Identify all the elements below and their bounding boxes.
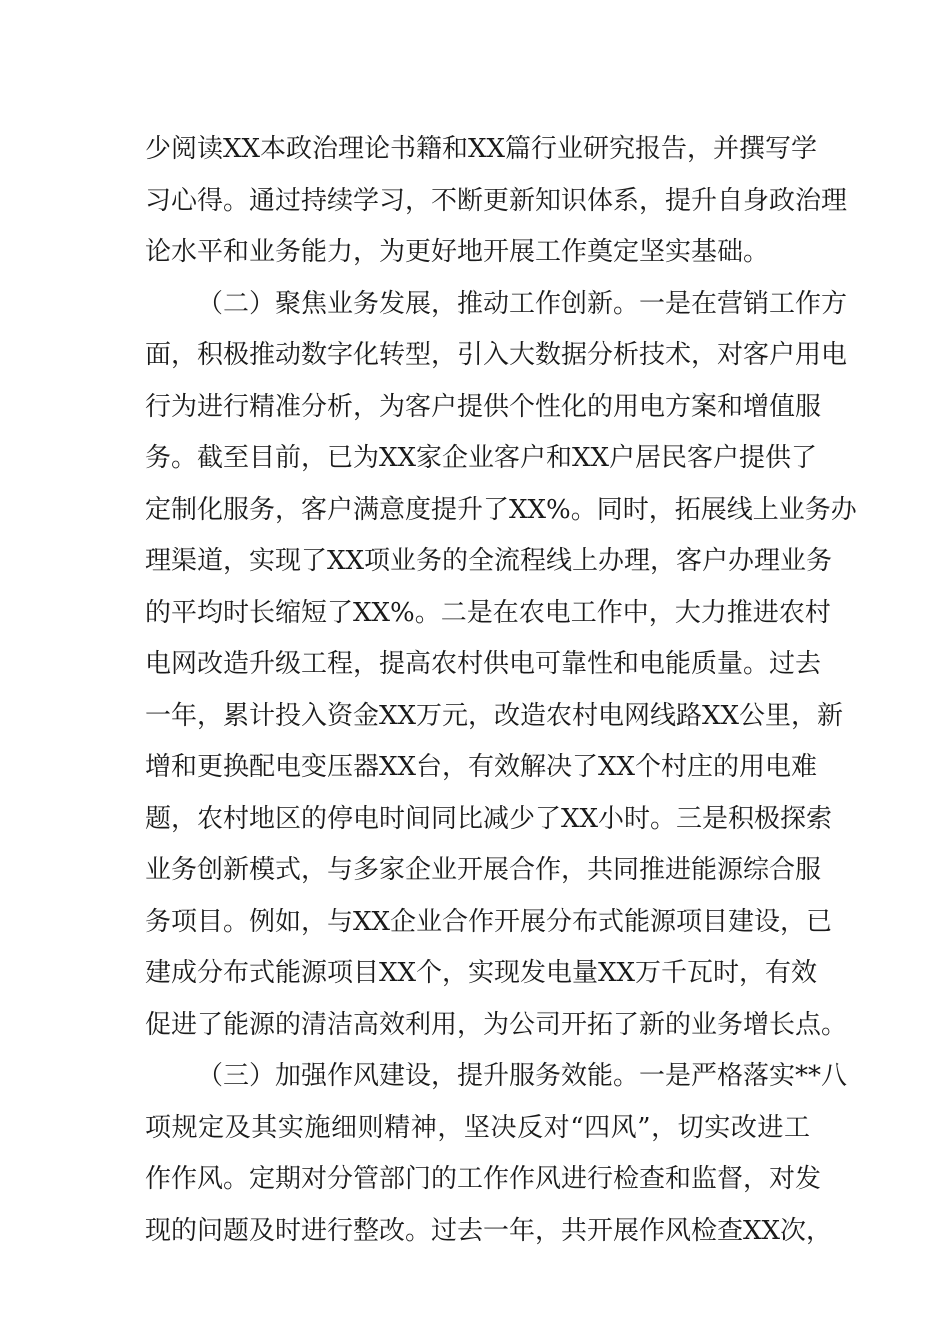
text-line: 务。截至目前，已为XX家企业客户和XX户居民客户提供了 xyxy=(145,443,818,473)
text-line: 建成分布式能源项目XX个，实现发电量XX万千瓦时，有效 xyxy=(145,958,818,988)
text-line: 电网改造升级工程，提高农村供电可靠性和电能质量。过去 xyxy=(145,649,822,679)
text-line: （二）聚焦业务发展，推动工作创新。一是在营销工作方 xyxy=(197,288,848,319)
document-body xyxy=(145,124,857,1257)
text-line: 作作风。定期对分管部门的工作作风进行检查和监督，对发 xyxy=(145,1164,822,1194)
text-line: 业务创新模式，与多家企业开展合作，共同推进能源综合服 xyxy=(145,855,822,885)
text-line: 理渠道，实现了XX项业务的全流程线上办理，客户办理业务 xyxy=(145,546,833,576)
text-line: 行为进行精准分析，为客户提供个性化的用电方案和增值服 xyxy=(145,391,822,422)
text-line: 题，农村地区的停电时间同比减少了XX小时。三是积极探索 xyxy=(145,803,833,834)
text-line: 项规定及其实施细则精神，坚决反对“四风”，切实改进工 xyxy=(145,1112,810,1143)
text-line: 的平均时长缩短了XX%。二是在农电工作中，大力推进农村 xyxy=(145,597,831,628)
text-line: 定制化服务，客户满意度提升了XX%。同时，拓展线上业务办 xyxy=(145,494,857,525)
paragraph-continuation xyxy=(145,124,848,279)
text-line: 现的问题及时进行整改。过去一年，共开展作风检查XX次， xyxy=(145,1215,833,1246)
text-line: （三）加强作风建设，提升服务效能。一是严格落实**八 xyxy=(197,1061,848,1091)
text-line: 习心得。通过持续学习，不断更新知识体系，提升自身政治理 xyxy=(145,185,848,216)
text-line: 面，积极推动数字化转型，引入大数据分析技术，对客户用电 xyxy=(145,340,848,370)
text-line: 论水平和业务能力，为更好地开展工作奠定坚实基础。 xyxy=(145,237,770,267)
text-line: 务项目。例如，与XX企业合作开展分布式能源项目建设，已 xyxy=(145,906,833,937)
paragraph-business-development xyxy=(145,279,857,1052)
text-line: 一年，累计投入资金XX万元，改造农村电网线路XX公里，新 xyxy=(145,700,844,731)
text-line: 少阅读XX本政治理论书籍和XX篇行业研究报告，并撰写学 xyxy=(145,134,818,164)
text-line: 促进了能源的清洁高效利用，为公司开拓了新的业务增长点。 xyxy=(145,1009,848,1040)
text-line: 增和更换配电变压器XX台，有效解决了XX个村庄的用电难 xyxy=(145,752,818,782)
paragraph-work-style xyxy=(145,1051,848,1257)
